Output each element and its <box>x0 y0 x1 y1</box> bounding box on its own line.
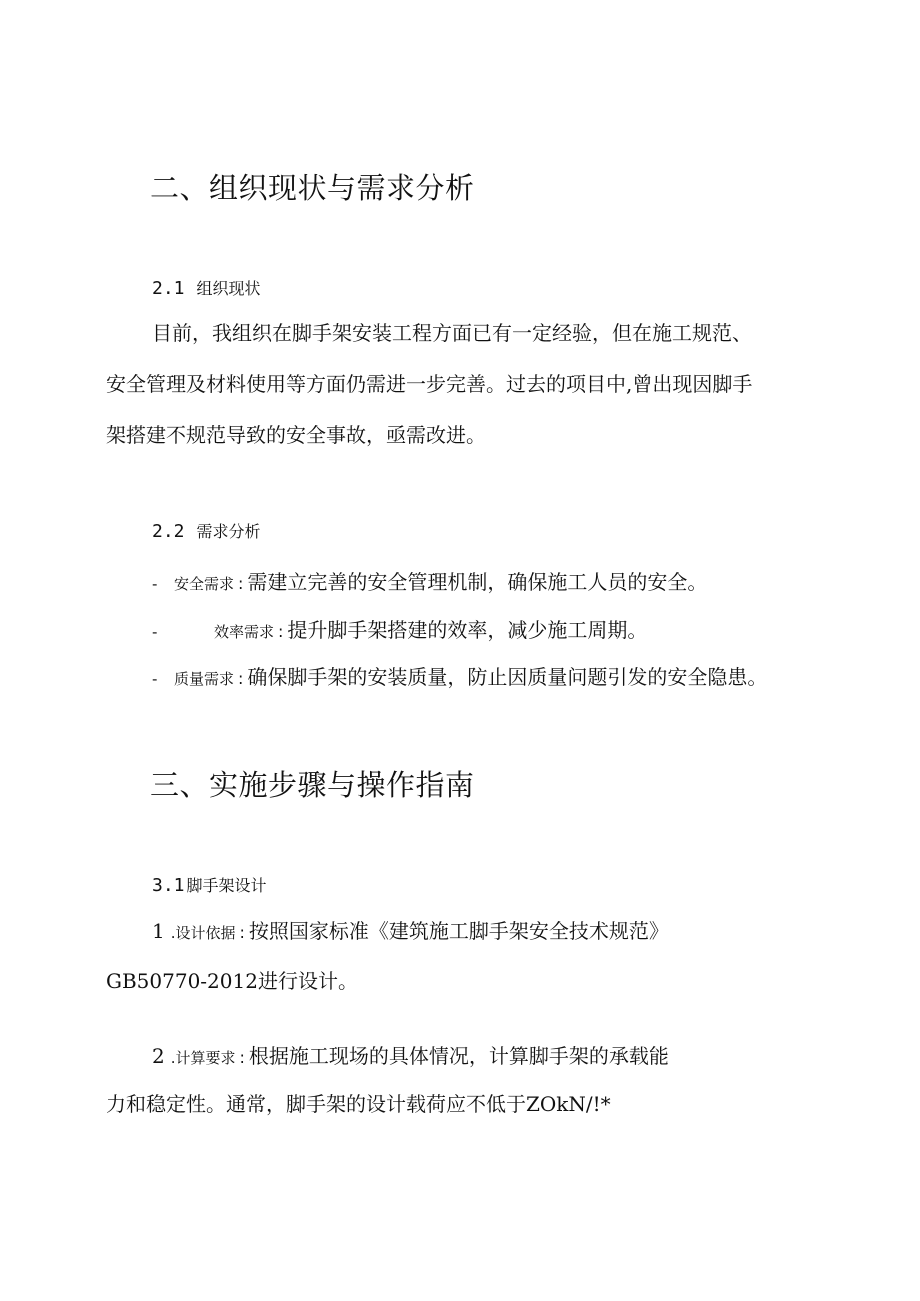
subsection-title: 需求分析 <box>196 522 261 541</box>
item-label: .计算要求 <box>170 1049 236 1067</box>
subsection-title: 组织现状 <box>196 279 261 298</box>
paragraph-line: 架搭建不规范导致的安全事故，亟需改进。 <box>106 423 486 447</box>
item-text: 提升脚手架搭建的效率，减少施工周期。 <box>287 618 648 642</box>
list-dash: - <box>152 623 158 641</box>
item-label: 效率需求 <box>214 623 275 641</box>
subsection-number: 2.1 <box>152 278 185 299</box>
list-dash: - <box>152 575 158 593</box>
subsection-number: 3.1 <box>152 875 185 896</box>
numbered-item <box>152 915 669 944</box>
paragraph-line: 目前，我组织在脚手架安装工程方面已有一定经验，但在施工规范、 <box>152 321 752 345</box>
item-number: 1 <box>152 919 165 943</box>
item-colon: : <box>278 622 284 641</box>
list-dash: - <box>152 670 158 688</box>
subsection-2-1-heading <box>152 276 261 299</box>
item-colon: : <box>239 923 245 942</box>
subsection-2-2-heading <box>152 519 261 542</box>
item-text: 需建立完善的安全管理机制，确保施工人员的安全。 <box>247 570 708 594</box>
item-colon: : <box>238 669 244 688</box>
list-item <box>152 614 647 643</box>
list-item <box>152 661 767 690</box>
item-text: 按照国家标准《建筑施工脚手架安全技术规范》 <box>248 919 669 943</box>
item-label: 安全需求 <box>174 575 235 593</box>
section-3-heading: 三、实施步骤与操作指南 <box>150 768 475 802</box>
item-colon: : <box>239 1048 245 1067</box>
item-number: 2 <box>152 1044 165 1068</box>
subsection-number: 2.2 <box>152 521 185 542</box>
item-continuation: GB50770-2012进行设计。 <box>106 969 358 993</box>
subsection-title: 脚手架设计 <box>186 876 267 895</box>
paragraph-line: 安全管理及材料使用等方面仍需进一步完善。过去的项目中,曾出现因脚手 <box>106 372 753 396</box>
item-label: 质量需求 <box>174 670 235 688</box>
numbered-item <box>152 1040 669 1069</box>
item-continuation: 力和稳定性。通常，脚手架的设计载荷应不低于ZOkN/!* <box>106 1092 611 1116</box>
section-2-heading: 二、组织现状与需求分析 <box>150 171 475 205</box>
item-text: 确保脚手架的安装质量，防止因质量问题引发的安全隐患。 <box>247 665 768 689</box>
subsection-3-1-heading <box>152 873 267 896</box>
list-item <box>152 566 707 595</box>
item-colon: : <box>238 574 244 593</box>
item-text: 根据施工现场的具体情况，计算脚手架的承载能 <box>248 1044 669 1068</box>
item-label: .设计依据 <box>170 924 236 942</box>
